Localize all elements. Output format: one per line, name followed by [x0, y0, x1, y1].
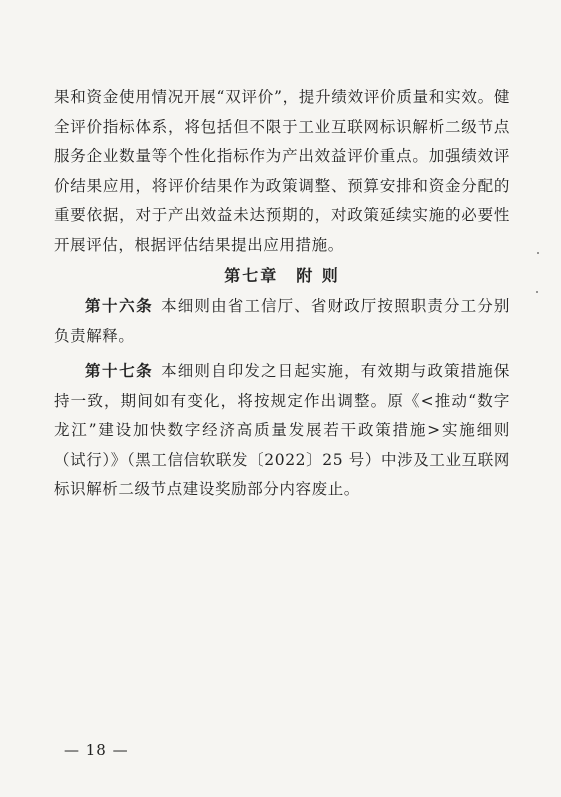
article-16-number: 第十六条 [85, 297, 154, 315]
scan-speck [536, 291, 538, 293]
scan-speck [537, 252, 539, 254]
article-17-text: 本细则自印发之日起实施，有效期与政策措施保持一致，期间如有变化，将按规定作出调整。原《<推动“数字龙江”建设加快数字经济高质量发展若干政策措施>实施细则（试行）》（黑工信信软联发〔2022〕25 号）中涉及工业互联网标识解析二级节点建设奖励部分内容废止。 [54, 362, 510, 498]
chapter-number: 第七章 [224, 266, 279, 285]
paragraph-evaluation: 果和资金使用情况开展“双评价”，提升绩效评价质量和实效。健全评价指标体系，将包括但不限于工业互联网标识解析二级节点服务企业数量等个性化指标作为产出效益评价重点。加强绩效评价结果应用，将评价结果作为政策调整、预算安排和资金分配的重要依据，对于产出效益未达预期的，对政策延续实施的必要性开展评估，根据评估结果提出应用措施。 [54, 88, 510, 254]
article-17-number: 第十七条 [85, 362, 154, 380]
chapter-title: 附 则 [296, 266, 340, 285]
document-body [54, 83, 510, 505]
article-16 [54, 292, 510, 351]
chapter-heading [54, 260, 510, 292]
article-17 [54, 357, 510, 505]
article-16-text: 本细则由省工信厅、省财政厅按照职责分工分别负责解释。 [54, 297, 510, 345]
page-number: — 18 — [64, 741, 129, 759]
